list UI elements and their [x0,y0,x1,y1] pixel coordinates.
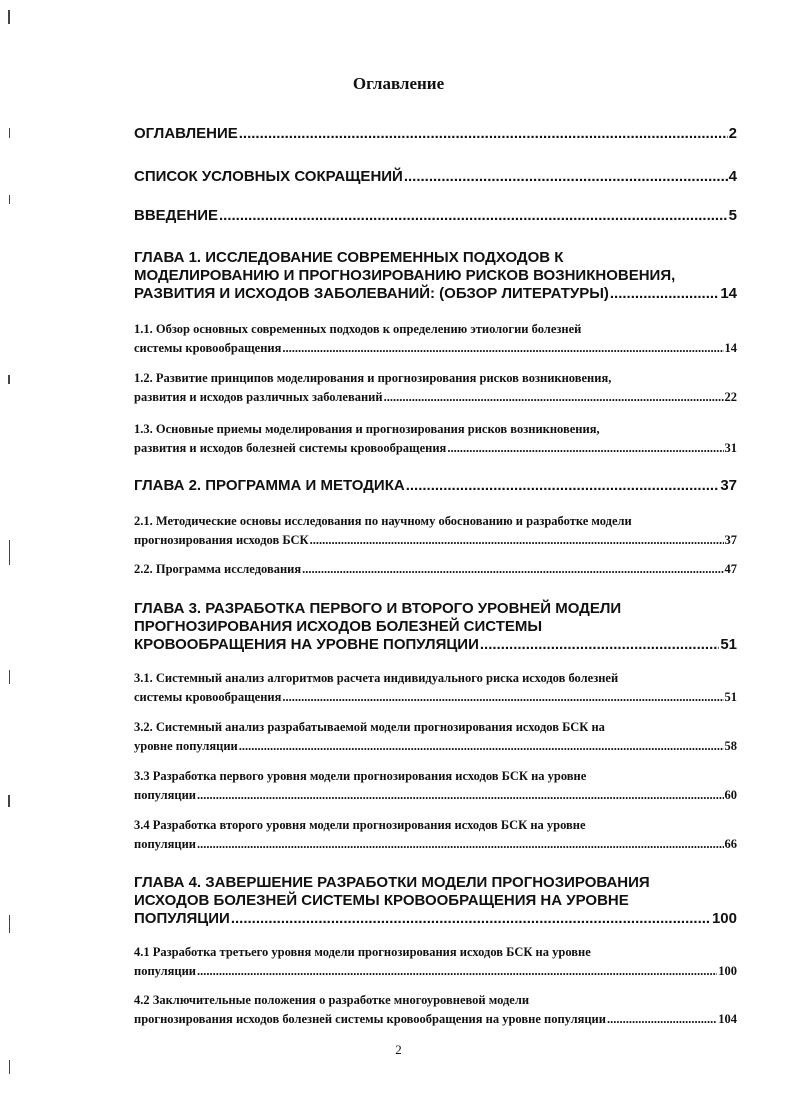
toc-section-entry[interactable] [134,512,737,550]
toc-page-number: 60 [724,788,737,802]
toc-page-number: 58 [724,739,737,753]
toc-entry-title-line: 3.4 Разработка второго уровня модели прогнозирования исходов БСК на уровне [134,818,586,832]
toc-entry-title: прогнозирования исходов БСК [134,533,309,547]
toc-page-number: 47 [724,562,737,576]
toc-entry-title: популяции [134,788,196,802]
toc-entry-title-line: МОДЕЛИРОВАНИЮ И ПРОГНОЗИРОВАНИЮ РИСКОВ ВОЗНИКНОВЕНИЯ, [134,267,676,284]
toc-entry-title: ГЛАВА 2. ПРОГРАММА И МЕТОДИКА [134,477,405,494]
scan-artifact [9,1060,10,1074]
toc-entry-title-line: ГЛАВА 4. ЗАВЕРШЕНИЕ РАЗРАБОТКИ МОДЕЛИ ПРОГНОЗИРОВАНИЯ [134,874,650,891]
toc-entry-title: КРОВООБРАЩЕНИЯ НА УРОВНЕ ПОПУЛЯЦИИ [134,636,479,653]
toc-chapter-entry[interactable] [134,600,737,654]
toc-page-number: 51 [720,636,737,653]
dot-leader [310,531,724,550]
toc-entry-title: ПОПУЛЯЦИИ [134,910,230,927]
toc-page-number: 31 [724,441,737,455]
dot-leader [610,285,719,303]
dot-leader [447,439,723,458]
scan-artifact [8,375,10,384]
toc-heading: Оглавление [352,74,445,93]
scan-artifact [9,670,10,684]
toc-section-entry[interactable] [134,420,737,458]
toc-entry-title: системы кровообращения [134,341,282,355]
toc-chapter-entry[interactable] [134,477,737,495]
toc-entry-title-line: ПРОГНОЗИРОВАНИЯ ИСХОДОВ БОЛЕЗНЕЙ СИСТЕМЫ [134,618,543,635]
scan-artifact [8,795,10,807]
dot-leader [406,477,720,495]
toc-section-entry[interactable] [134,560,737,579]
dot-leader [231,910,711,928]
dot-leader [197,835,724,854]
toc-page-number: 14 [720,285,737,302]
toc-chapter-entry[interactable] [134,874,737,928]
toc-section-entry[interactable] [134,369,737,407]
toc-entry-title: прогнозирования исходов болезней системы кровообращения на уровне популяции [134,1012,606,1026]
toc-entry-title: ВВЕДЕНИЕ [134,207,218,224]
dot-leader [302,560,723,579]
toc-entry-title-line: ГЛАВА 3. РАЗРАБОТКА ПЕРВОГО И ВТОРОГО УРОВНЕЙ МОДЕЛИ [134,600,622,617]
toc-entry-title: системы кровообращения [134,690,282,704]
toc-entry-title-line: ИСХОДОВ БОЛЕЗНЕЙ СИСТЕМЫ КРОВООБРАЩЕНИЯ НА УРОВНЕ [134,892,629,909]
toc-page-number: 14 [724,341,737,355]
scan-artifact [9,540,10,565]
scan-artifact [9,915,10,933]
dot-leader [282,339,723,358]
toc-page-number: 22 [724,390,737,404]
toc-chapter-entry[interactable] [134,207,737,225]
scan-artifact [9,128,10,138]
toc-page-number: 51 [724,690,737,704]
toc-entry-title-line: 2.1. Методические основы исследования по научному обоснованию и разработке модели [134,514,632,528]
toc-entry-title-line: 1.3. Основные приемы моделирования и прогнозирования рисков возникновения, [134,422,600,436]
toc-page-number: 66 [724,837,737,851]
toc-entry-title: популяции [134,964,196,978]
page-number: 2 [395,1042,402,1057]
toc-entry-title: ОГЛАВЛЕНИЕ [134,125,238,142]
toc-entry-title-line: 4.1 Разработка третьего уровня модели прогнозирования исходов БСК на уровне [134,945,591,959]
dot-leader [197,962,717,981]
toc-page-number: 100 [718,964,737,978]
toc-entry-title-line: 1.1. Обзор основных современных подходов к определению этиологии болезней [134,322,582,336]
dot-leader [219,207,728,225]
dot-leader [384,388,724,407]
toc-page-number: 100 [711,910,737,927]
toc-section-entry[interactable] [134,669,737,707]
toc-page-number: 2 [728,125,737,142]
dot-leader [404,168,728,186]
toc-entry-title-line: 4.2 Заключительные положения о разработке многоуровневой модели [134,993,530,1007]
toc-entry-title: РАЗВИТИЯ И ИСХОДОВ ЗАБОЛЕВАНИЙ: (ОБЗОР ЛИТЕРАТУРЫ) [134,285,609,302]
toc-page-number: 4 [728,168,737,185]
dot-leader [480,636,719,654]
toc-section-entry[interactable] [134,767,737,805]
toc-entry-title-line: 3.3 Разработка первого уровня модели прогнозирования исходов БСК на уровне [134,769,587,783]
toc-entry-title-line: 3.2. Системный анализ разрабатываемой модели прогнозирования исходов БСК на [134,720,605,734]
toc-section-entry[interactable] [134,816,737,854]
toc-section-entry[interactable] [134,991,737,1029]
toc-page-number: 37 [720,477,737,494]
toc-entry-title-line: 3.1. Системный анализ алгоритмов расчета индивидуального риска исходов болезней [134,671,619,685]
toc-chapter-entry[interactable] [134,249,737,303]
toc-entry-title: популяции [134,837,196,851]
toc-entry-title: уровне популяции [134,739,238,753]
toc-section-entry[interactable] [134,718,737,756]
toc-chapter-entry[interactable] [134,125,737,143]
toc-entry-title: СПИСОК УСЛОВНЫХ СОКРАЩЕНИЙ [134,168,403,185]
toc-entry-title: 2.2. Программа исследования [134,562,302,576]
toc-entry-title-line: ГЛАВА 1. ИССЛЕДОВАНИЕ СОВРЕМЕННЫХ ПОДХОДОВ К [134,249,564,266]
dot-leader [282,688,723,707]
dot-leader [239,737,724,756]
toc-section-entry[interactable] [134,320,737,358]
toc-page-number: 5 [728,207,737,224]
dot-leader [197,786,724,805]
scan-artifact [9,195,10,204]
toc-entry-title-line: 1.2. Развитие принципов моделирования и прогнозирования рисков возникновения, [134,371,612,385]
toc-section-entry[interactable] [134,943,737,981]
toc-page-number: 37 [724,533,737,547]
scan-artifact [8,10,10,24]
toc-entry-title: развития и исходов различных заболеваний [134,390,383,404]
dot-leader [239,125,728,143]
toc-page-number: 104 [718,1012,737,1026]
toc-chapter-entry[interactable] [134,168,737,186]
toc-entry-title: развития и исходов болезней системы кровообращения [134,441,447,455]
dot-leader [607,1010,717,1029]
